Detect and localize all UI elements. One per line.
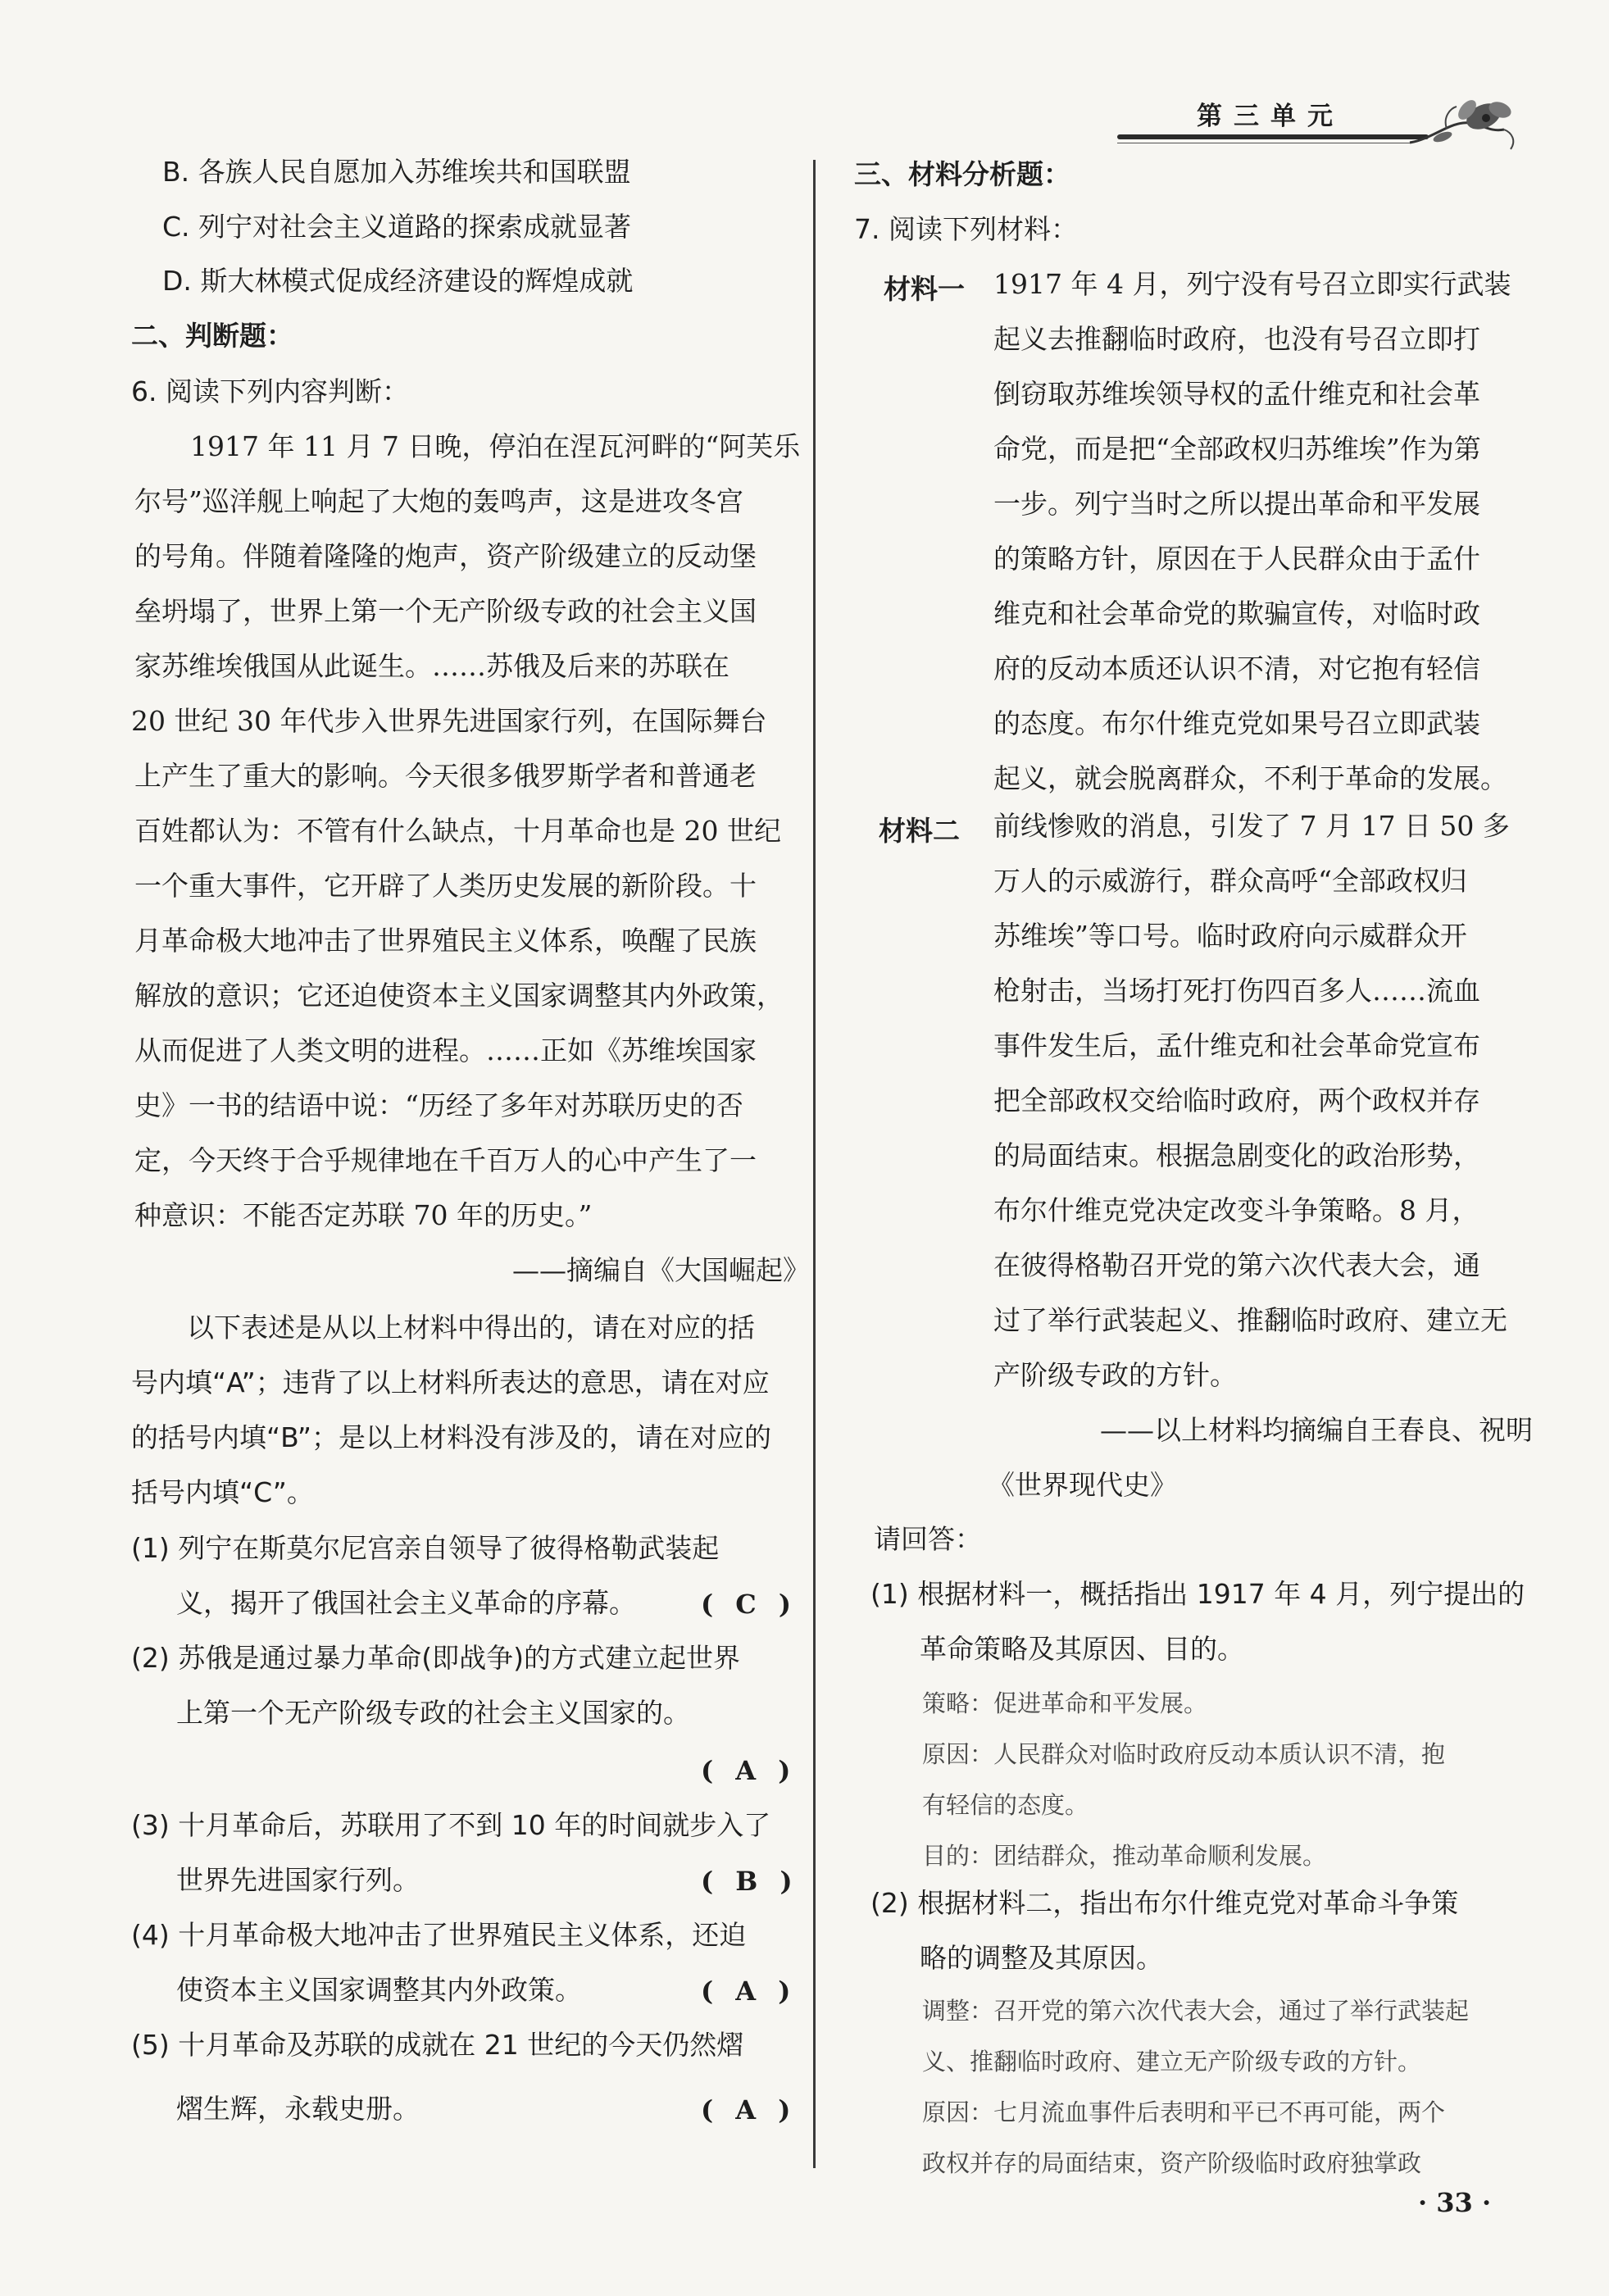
material-line: 把全部政权交给临时政府，两个政权并存 [993,1084,1480,1116]
passage-line: 月革命极大地冲击了世界殖民主义体系，唤醒了民族 [134,925,757,957]
flower-ornament-icon [1406,92,1520,166]
answer-blank: ( A ) [701,2094,798,2126]
option-c: C. 列宁对社会主义道路的探索成就显著 [162,211,632,243]
section-two-heading: 二、判断题： [131,320,293,352]
item-text: 上第一个无产阶级专政的社会主义国家的。 [176,1697,690,1729]
material-line: 苏维埃”等口号。临时政府向示威群众开 [993,920,1467,952]
passage-line: 垒坍塌了，世界上第一个无产阶级专政的社会主义国 [134,595,757,627]
answer-line: 有轻信的态度。 [922,1791,1089,1819]
q6-title: 6. 阅读下列内容判断： [131,375,409,407]
material-source-book: 《世界现代史》 [988,1469,1177,1501]
passage-line: 定，今天终于合乎规律地在千百万人的心中产生了一 [134,1144,757,1176]
material-line: 布尔什维克党决定改变斗争策略。8 月， [993,1194,1479,1226]
material-line: 起义去推翻临时政府，也没有号召立即打 [993,323,1480,355]
material-line: 万人的示威游行，群众高呼“全部政权归 [993,865,1467,897]
material-line: 倒窃取苏维埃领导权的孟什维克和社会革 [993,378,1480,410]
item-text: 义，揭开了俄国社会主义革命的序幕。 [176,1587,636,1619]
item-text: (5) 十月革命及苏联的成就在 21 世纪的今天仍然熠 [131,2029,744,2061]
answer-line: 义、推翻临时政府、建立无产阶级专政的方针。 [922,2048,1422,2075]
material-line: 1917 年 4 月，列宁没有号召立即实行武装 [993,268,1511,300]
passage-line: 上产生了重大的影响。今天很多俄罗斯学者和普通老 [134,760,757,792]
item-text: (1) 列宁在斯莫尔尼宫亲自领导了彼得格勒武装起 [131,1532,720,1564]
passage-line: 史》一书的结语中说：“历经了多年对苏联历史的否 [134,1089,743,1121]
item-text: 使资本主义国家调整其内外政策。 [176,1974,582,2006]
item-text: (4) 十月革命极大地冲击了世界殖民主义体系，还迫 [131,1919,747,1951]
material-line: 前线惨败的消息，引发了 7 月 17 日 50 多 [993,810,1510,842]
passage-line: 家苏维埃俄国从此诞生。……苏俄及后来的苏联在 [134,650,730,682]
material-line: 事件发生后，孟什维克和社会革命党宣布 [993,1030,1480,1062]
material-line: 的局面结束。根据急剧变化的政治形势， [993,1139,1480,1171]
material-two-label: 材料二 [879,815,960,847]
passage-line: 的号角。伴随着隆隆的炮声，资产阶级建立的反动堡 [134,540,757,572]
material-line: 维克和社会革命党的欺骗宣传，对临时政 [993,598,1480,630]
answer-line: 目的：团结群众，推动革命顺利发展。 [922,1842,1327,1870]
material-line: 的策略方针，原因在于人民群众由于孟什 [993,543,1480,575]
passage-line: 一个重大事件，它开辟了人类历史发展的新阶段。十 [134,870,757,902]
passage-line: 20 世纪 30 年代步入世界先进国家行列，在国际舞台 [131,705,767,737]
section-three-heading: 三、材料分析题： [854,158,1070,190]
material-line: 的态度。布尔什维克党如果号召立即武装 [993,707,1480,739]
material-line: 起义，就会脱离群众，不利于革命的发展。 [993,762,1507,794]
material-line: 枪射击，当场打死打伤四百多人……流血 [993,975,1480,1007]
unit-header [1111,92,1520,166]
ask-heading: 请回答： [874,1523,982,1555]
instruction-line: 以下表述是从以上材料中得出的，请在对应的括 [187,1312,755,1344]
question-text: 略的调整及其原因。 [920,1942,1163,1974]
answer-blank: ( B ) [701,1866,799,1897]
option-b: B. 各族人民自愿加入苏维埃共和国联盟 [162,156,631,188]
material-source: ——以上材料均摘编自王春良、祝明 [1100,1414,1533,1446]
answer-line: 原因：人民群众对临时政府反动本质认识不清，抱 [922,1740,1446,1768]
question-text: (2) 根据材料二，指出布尔什维克党对革命斗争策 [870,1887,1459,1919]
item-text: 世界先进国家行列。 [176,1864,420,1896]
passage-line: 百姓都认为：不管有什么缺点，十月革命也是 20 世纪 [134,815,781,847]
item-text: (3) 十月革命后，苏联用了不到 10 年的时间就步入了 [131,1809,771,1841]
item-text: 熠生辉，永载史册。 [176,2093,420,2125]
page-number: · 33 · [1418,2187,1492,2218]
material-line: 产阶级专政的方针。 [993,1359,1237,1391]
material-line: 过了举行武装起义、推翻临时政府、建立无 [993,1304,1507,1336]
answer-line: 调整：召开党的第六次代表大会，通过了举行武装起 [922,1997,1470,2025]
answer-blank: ( A ) [701,1755,798,1786]
answer-line: 政权并存的局面结束，资产阶级临时政府独掌政 [922,2149,1422,2177]
answer-blank: ( C ) [701,1589,798,1620]
header-rule [1117,134,1429,139]
instruction-line: 括号内填“C”。 [131,1476,314,1508]
passage-line: 解放的意识；它还迫使资本主义国家调整其内外政策， [134,980,784,1012]
material-line: 一步。列宁当时之所以提出革命和平发展 [993,488,1480,520]
answer-line: 策略：促进革命和平发展。 [922,1689,1208,1717]
answer-line: 原因：七月流血事件后表明和平已不再可能，两个 [922,2098,1446,2126]
material-line: 在彼得格勒召开党的第六次代表大会，通 [993,1249,1480,1281]
q6-source: ——摘编自《大国崛起》 [512,1254,810,1286]
instruction-line: 的括号内填“B”；是以上材料没有涉及的，请在对应的 [131,1421,772,1453]
unit-title: 第三单元 [1197,102,1344,131]
column-divider [813,160,816,2168]
material-line: 府的反动本质还认识不清，对它抱有轻信 [993,652,1480,684]
option-d: D. 斯大林模式促成经济建设的辉煌成就 [162,265,634,297]
passage-line: 尔号”巡洋舰上响起了大炮的轰鸣声，这是进攻冬宫 [134,485,743,517]
question-text: (1) 根据材料一，概括指出 1917 年 4 月，列宁提出的 [870,1578,1525,1610]
answer-blank: ( A ) [701,1975,798,2007]
question-text: 革命策略及其原因、目的。 [920,1633,1244,1665]
material-line: 命党，而是把“全部政权归苏维埃”作为第 [993,433,1481,465]
instruction-line: 号内填“A”；违背了以上材料所表达的意思，请在对应 [131,1366,770,1398]
item-text: (2) 苏俄是通过暴力革命(即战争)的方式建立起世界 [131,1642,740,1674]
passage-line: 种意识：不能否定苏联 70 年的历史。” [134,1199,593,1231]
q7-title: 7. 阅读下列材料： [854,213,1078,245]
material-one-label: 材料一 [884,273,965,305]
passage-line: 1917 年 11 月 7 日晚，停泊在涅瓦河畔的“阿芙乐 [190,430,801,462]
passage-line: 从而促进了人类文明的进程。……正如《苏维埃国家 [134,1034,757,1066]
